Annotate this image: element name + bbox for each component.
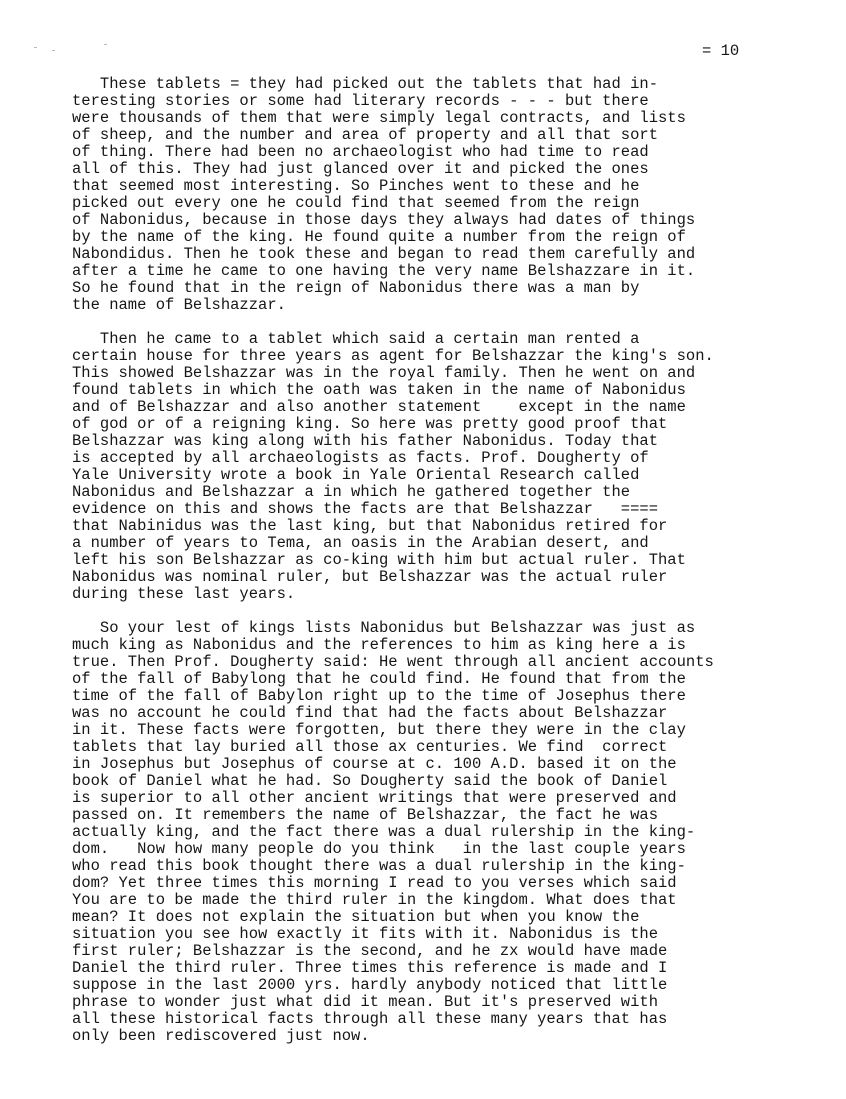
text-line: is accepted by all archaeologists as facts. Prof. Dougherty of	[72, 449, 649, 467]
text-line: You are to be made the third ruler in the kingdom. What does that	[72, 891, 677, 909]
text-line: that Nabinidus was the last king, but that Nabonidus retired for	[72, 517, 668, 535]
scan-speck	[52, 50, 55, 51]
text-line: situation you see how exactly it fits with it. Nabonidus is the	[72, 925, 658, 943]
text-line: Then he came to a tablet which said a certain man rented a	[72, 330, 640, 348]
text-line: left his son Belshazzar as co-king with him but actual ruler. That	[72, 551, 686, 569]
text-line: dom? Yet three times this morning I read to you verses which said	[72, 874, 677, 892]
text-line: teresting stories or some had literary records - - - but there	[72, 92, 649, 110]
paragraph-2	[72, 331, 802, 603]
text-line: were thousands of them that were simply legal contracts, and lists	[72, 109, 686, 127]
text-line: passed on. It remembers the name of Belshazzar, the fact he was	[72, 806, 658, 824]
text-line: actually king, and the fact there was a dual rulership in the king-	[72, 823, 696, 841]
text-line: after a time he came to one having the very name Belshazzare in it.	[72, 262, 696, 280]
text-line: all of this. They had just glanced over it and picked the ones	[72, 160, 649, 178]
text-line: So your lest of kings lists Nabonidus but Belshazzar was just as	[72, 619, 696, 637]
text-line: who read this book thought there was a dual rulership in the king-	[72, 857, 686, 875]
text-line: in Josephus but Josephus of course at c. 100 A.D. based it on the	[72, 755, 677, 773]
text-line: only been rediscovered just now.	[72, 1027, 370, 1045]
text-line: picked out every one he could find that seemed from the reign	[72, 194, 640, 212]
text-line: Belshazzar was king along with his father Nabonidus. Today that	[72, 432, 658, 450]
paragraph-3	[72, 620, 802, 1045]
text-line: Yale University wrote a book in Yale Oriental Research called	[72, 466, 640, 484]
text-line: during these last years.	[72, 585, 296, 603]
text-line: found tablets in which the oath was taken in the name of Nabonidus	[72, 381, 686, 399]
text-line: of Nabonidus, because in those days they always had dates of things	[72, 211, 696, 229]
text-line: mean? It does not explain the situation but when you know the	[72, 908, 640, 926]
text-line: was no account he could find that had the facts about Belshazzar	[72, 704, 668, 722]
text-line: Nabondidus. Then he took these and began to read them carefully and	[72, 245, 696, 263]
text-line: in it. These facts were forgotten, but there they were in the clay	[72, 721, 686, 739]
text-line: dom. Now how many people do you think in the last couple years	[72, 840, 686, 858]
text-line: the name of Belshazzar.	[72, 296, 286, 314]
text-line: certain house for three years as agent for Belshazzar the king's son.	[72, 347, 714, 365]
text-line: of thing. There had been no archaeologist who had time to read	[72, 143, 649, 161]
text-line: time of the fall of Babylon right up to the time of Josephus there	[72, 687, 686, 705]
text-line: So he found that in the reign of Nabonidus there was a man by	[72, 279, 640, 297]
text-line: Nabonidus and Belshazzar a in which he gathered together the	[72, 483, 631, 501]
text-line: phrase to wonder just what did it mean. But it's preserved with	[72, 993, 658, 1011]
scan-speck	[34, 47, 37, 48]
body-text	[72, 76, 802, 1062]
text-line: first ruler; Belshazzar is the second, and he zx would have made	[72, 942, 668, 960]
text-line: These tablets = they had picked out the tablets that had in-	[72, 75, 658, 93]
text-line: tablets that lay buried all those ax centuries. We find correct	[72, 738, 668, 756]
text-line: true. Then Prof. Dougherty said: He went through all ancient accounts	[72, 653, 714, 671]
text-line: a number of years to Tema, an oasis in the Arabian desert, and	[72, 534, 649, 552]
text-line: book of Daniel what he had. So Dougherty said the book of Daniel	[72, 772, 668, 790]
text-line: all these historical facts through all these many years that has	[72, 1010, 668, 1028]
scan-speck	[104, 44, 107, 45]
text-line: of sheep, and the number and area of property and all that sort	[72, 126, 658, 144]
text-line: evidence on this and shows the facts are that Belshazzar ====	[72, 500, 658, 518]
page-number: = 10	[702, 42, 740, 60]
text-line: This showed Belshazzar was in the royal family. Then he went on and	[72, 364, 696, 382]
text-line: Nabonidus was nominal ruler, but Belshazzar was the actual ruler	[72, 568, 668, 586]
text-line: of the fall of Babylong that he could find. He found that from the	[72, 670, 686, 688]
text-line: suppose in the last 2000 yrs. hardly anybody noticed that little	[72, 976, 668, 994]
paragraph-1	[72, 76, 802, 314]
text-line: that seemed most interesting. So Pinches went to these and he	[72, 177, 640, 195]
text-line: of god or of a reigning king. So here was pretty good proof that	[72, 415, 668, 433]
text-line: much king as Nabonidus and the references to him as king here a is	[72, 636, 686, 654]
text-line: and of Belshazzar and also another statement except in the name	[72, 398, 686, 416]
text-line: is superior to all other ancient writings that were preserved and	[72, 789, 677, 807]
text-line: Daniel the third ruler. Three times this reference is made and I	[72, 959, 668, 977]
text-line: by the name of the king. He found quite a number from the reign of	[72, 228, 686, 246]
